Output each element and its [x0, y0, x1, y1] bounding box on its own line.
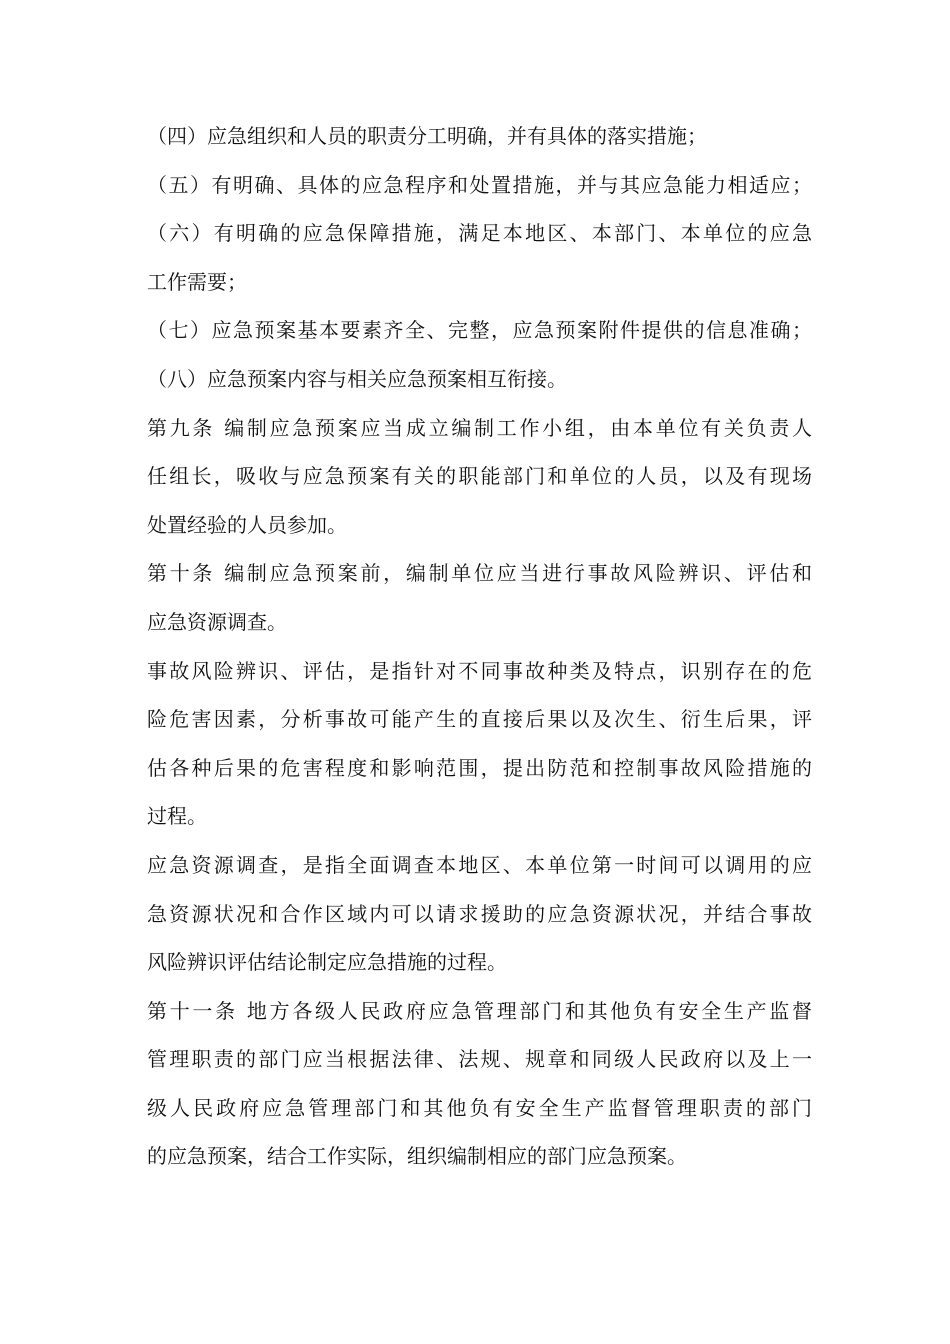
text-line-article-11-part2: 管理职责的部门应当根据法律、法规、规章和同级人民政府以及上一: [147, 1047, 812, 1072]
text-line-article-9-part2: 任组长，吸收与应急预案有关的职能部门和单位的人员，以及有现场: [147, 464, 812, 489]
text-line-article-9-part1: 第九条 编制应急预案应当成立编制工作小组，由本单位有关负责人: [147, 415, 812, 440]
text-line-article-10-part2: 应急资源调查。: [147, 609, 287, 634]
text-line-resource-def-part2: 急资源状况和合作区域内可以请求援助的应急资源状况，并结合事故: [147, 901, 812, 926]
text-line-resource-def-part3: 风险辨识评估结论制定应急措施的过程。: [147, 950, 507, 975]
text-line-risk-def-part1: 事故风险辨识、评估，是指针对不同事故种类及特点，识别存在的危: [147, 658, 812, 683]
text-line-risk-def-part4: 过程。: [147, 804, 207, 829]
text-line-risk-def-part3: 估各种后果的危害程度和影响范围，提出防范和控制事故风险措施的: [147, 755, 812, 780]
text-line-item-6-part1: （六）有明确的应急保障措施，满足本地区、本部门、本单位的应急: [147, 221, 812, 246]
text-line-item-5: （五）有明确、具体的应急程序和处置措施，并与其应急能力相适应；: [147, 172, 812, 197]
text-line-item-6-part2: 工作需要；: [147, 269, 247, 294]
text-line-item-7: （七）应急预案基本要素齐全、完整，应急预案附件提供的信息准确；: [147, 318, 812, 343]
text-line-item-8: （八）应急预案内容与相关应急预案相互衔接。: [147, 366, 567, 391]
text-line-article-11-part3: 级人民政府应急管理部门和其他负有安全生产监督管理职责的部门: [147, 1095, 812, 1120]
text-line-article-10-part1: 第十条 编制应急预案前，编制单位应当进行事故风险辨识、评估和: [147, 561, 812, 586]
document-body: [147, 118, 812, 1187]
text-line-article-11-part4: 的应急预案，结合工作实际，组织编制相应的部门应急预案。: [147, 1144, 687, 1169]
text-line-risk-def-part2: 险危害因素，分析事故可能产生的直接后果以及次生、衍生后果，评: [147, 707, 812, 732]
text-line-article-9-part3: 处置经验的人员参加。: [147, 512, 347, 537]
text-line-resource-def-part1: 应急资源调查，是指全面调查本地区、本单位第一时间可以调用的应: [147, 852, 812, 877]
text-line-article-11-part1: 第十一条 地方各级人民政府应急管理部门和其他负有安全生产监督: [147, 998, 812, 1023]
text-line-item-4: （四）应急组织和人员的职责分工明确，并有具体的落实措施；: [147, 124, 707, 148]
